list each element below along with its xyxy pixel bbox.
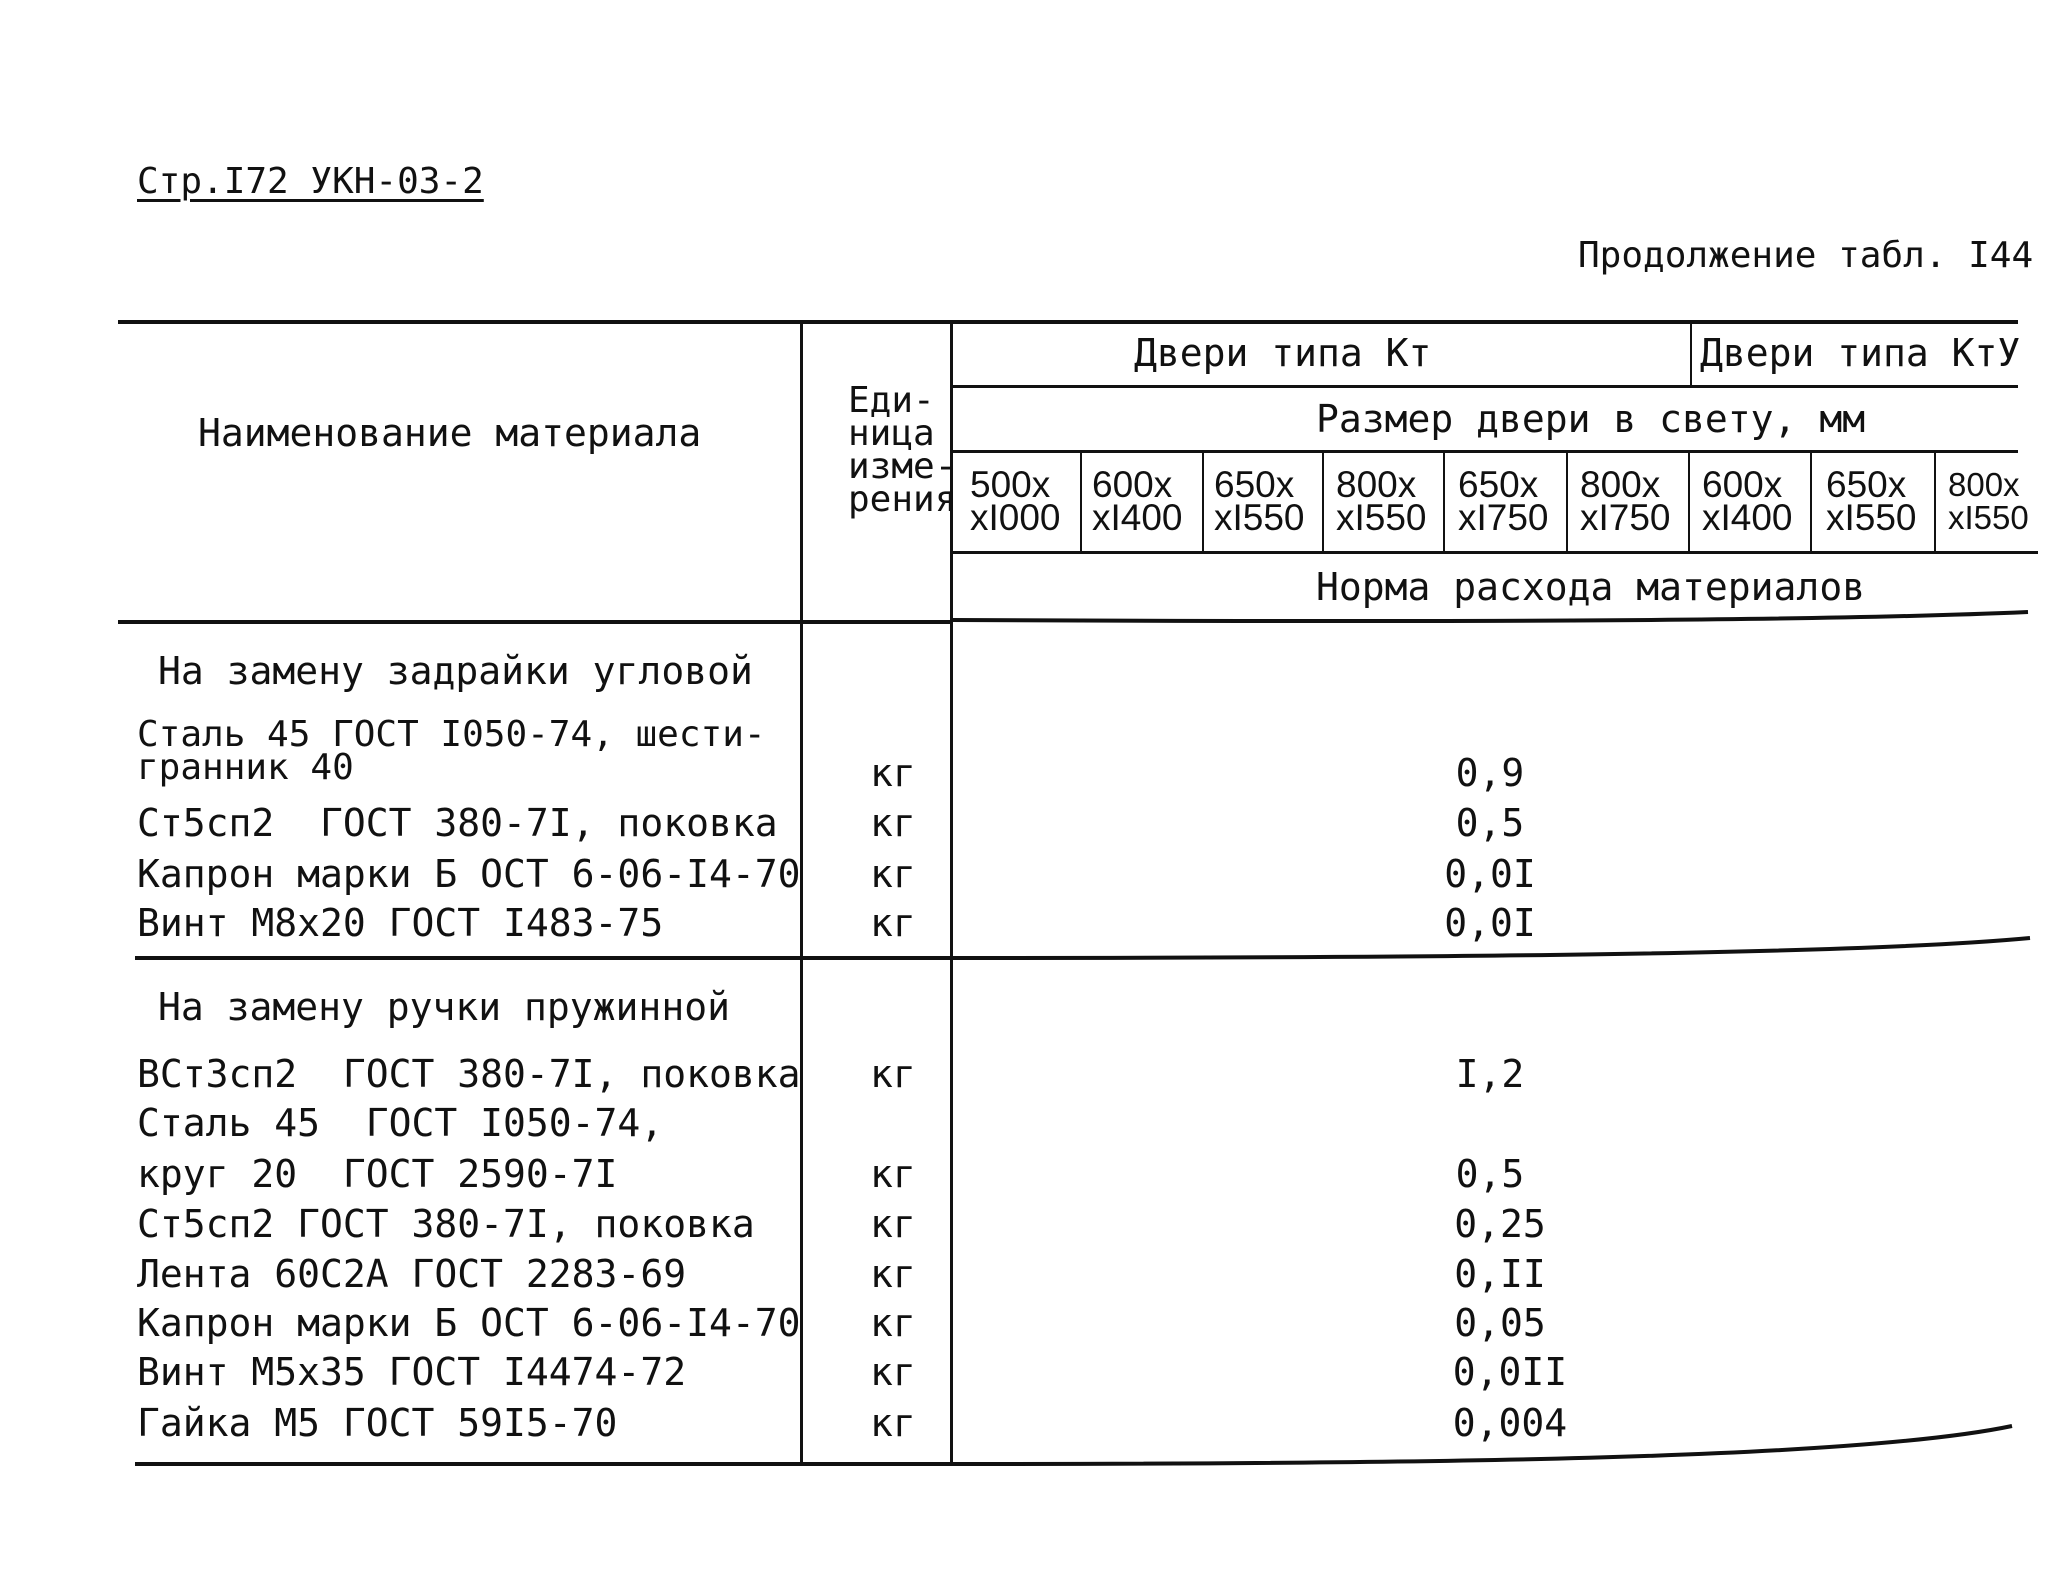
- size-column-label: 600х хI400: [1702, 464, 1793, 538]
- size-column-label: 500х хI000: [970, 464, 1061, 538]
- material-unit: кг: [870, 1202, 916, 1246]
- material-norm: 0,0II: [1452, 1350, 1568, 1394]
- table-continuation-label: Продолжение табл. I44: [1578, 235, 2034, 276]
- size-column-label: 800х хI550: [1948, 466, 2029, 536]
- material-name: Ст5сп2 ГОСТ 380-7I, поковка: [137, 1202, 755, 1246]
- material-unit: кг: [870, 901, 916, 945]
- size-column-label: 600х хI400: [1092, 464, 1183, 538]
- door-size-header: Размер двери в свету, мм: [1316, 397, 1866, 441]
- material-name: Ст5сп2 ГОСТ 380-7I, поковка: [137, 801, 778, 845]
- size-column-label: 800х хI550: [1336, 464, 1427, 538]
- size-column-label: 650х хI550: [1214, 464, 1305, 538]
- material-norm: 0,5: [1455, 1152, 1525, 1196]
- material-name: Сталь 45 ГОСТ I050-74, шести- гранник 40: [137, 714, 766, 788]
- material-unit: кг: [870, 1350, 916, 1394]
- material-name: Капрон марки Б ОСТ 6-06-I4-70: [137, 1301, 801, 1345]
- material-norm: 0,05: [1454, 1301, 1546, 1345]
- material-name: Лента 60С2А ГОСТ 2283-69: [137, 1252, 687, 1296]
- material-norm: 0,0I: [1444, 901, 1536, 945]
- material-norm: 0,5: [1455, 801, 1525, 845]
- material-name: Капрон марки Б ОСТ 6-06-I4-70: [137, 852, 801, 896]
- door-type-ktu-header: Двери типа КтУ: [1700, 331, 2021, 375]
- material-unit: кг: [870, 751, 916, 795]
- norm-header: Норма расхода материалов: [1316, 565, 1866, 609]
- material-unit: кг: [870, 1401, 916, 1445]
- material-norm: 0,II: [1454, 1252, 1546, 1296]
- material-unit: кг: [870, 1052, 916, 1096]
- page-reference: Стр.I72 УКН-03-2: [137, 161, 484, 202]
- size-column-label: 650х хI750: [1458, 464, 1549, 538]
- material-name: Винт М8х20 ГОСТ I483-75: [137, 901, 664, 945]
- material-name: ВСт3сп2 ГОСТ 380-7I, поковка: [137, 1052, 801, 1096]
- size-column-label: 650х хI550: [1826, 464, 1917, 538]
- material-unit: кг: [870, 801, 916, 845]
- material-norm: 0,9: [1455, 751, 1525, 795]
- material-norm: 0,0I: [1444, 852, 1536, 896]
- material-unit: кг: [870, 1252, 916, 1296]
- material-unit: кг: [870, 1152, 916, 1196]
- material-name: Гайка М5 ГОСТ 59I5-70: [137, 1401, 618, 1445]
- material-column-header: Наименование материала: [198, 411, 702, 455]
- material-unit: кг: [870, 852, 916, 896]
- door-type-kt-header: Двери типа Кт: [1134, 331, 1432, 375]
- section-title: На замену ручки пружинной: [158, 985, 730, 1029]
- size-column-label: 800х хI750: [1580, 464, 1671, 538]
- material-unit: кг: [870, 1301, 916, 1345]
- section-title: На замену задрайки угловой: [158, 649, 753, 693]
- unit-column-header: Еди- ница изме- рения: [848, 380, 957, 520]
- material-name: круг 20 ГОСТ 2590-7I: [137, 1152, 618, 1196]
- material-norm: 0,004: [1452, 1401, 1568, 1445]
- material-name: Сталь 45 ГОСТ I050-74,: [137, 1101, 664, 1145]
- material-norm: 0,25: [1454, 1202, 1546, 1246]
- material-norm: I,2: [1455, 1052, 1525, 1096]
- material-name: Винт М5х35 ГОСТ I4474-72: [137, 1350, 687, 1394]
